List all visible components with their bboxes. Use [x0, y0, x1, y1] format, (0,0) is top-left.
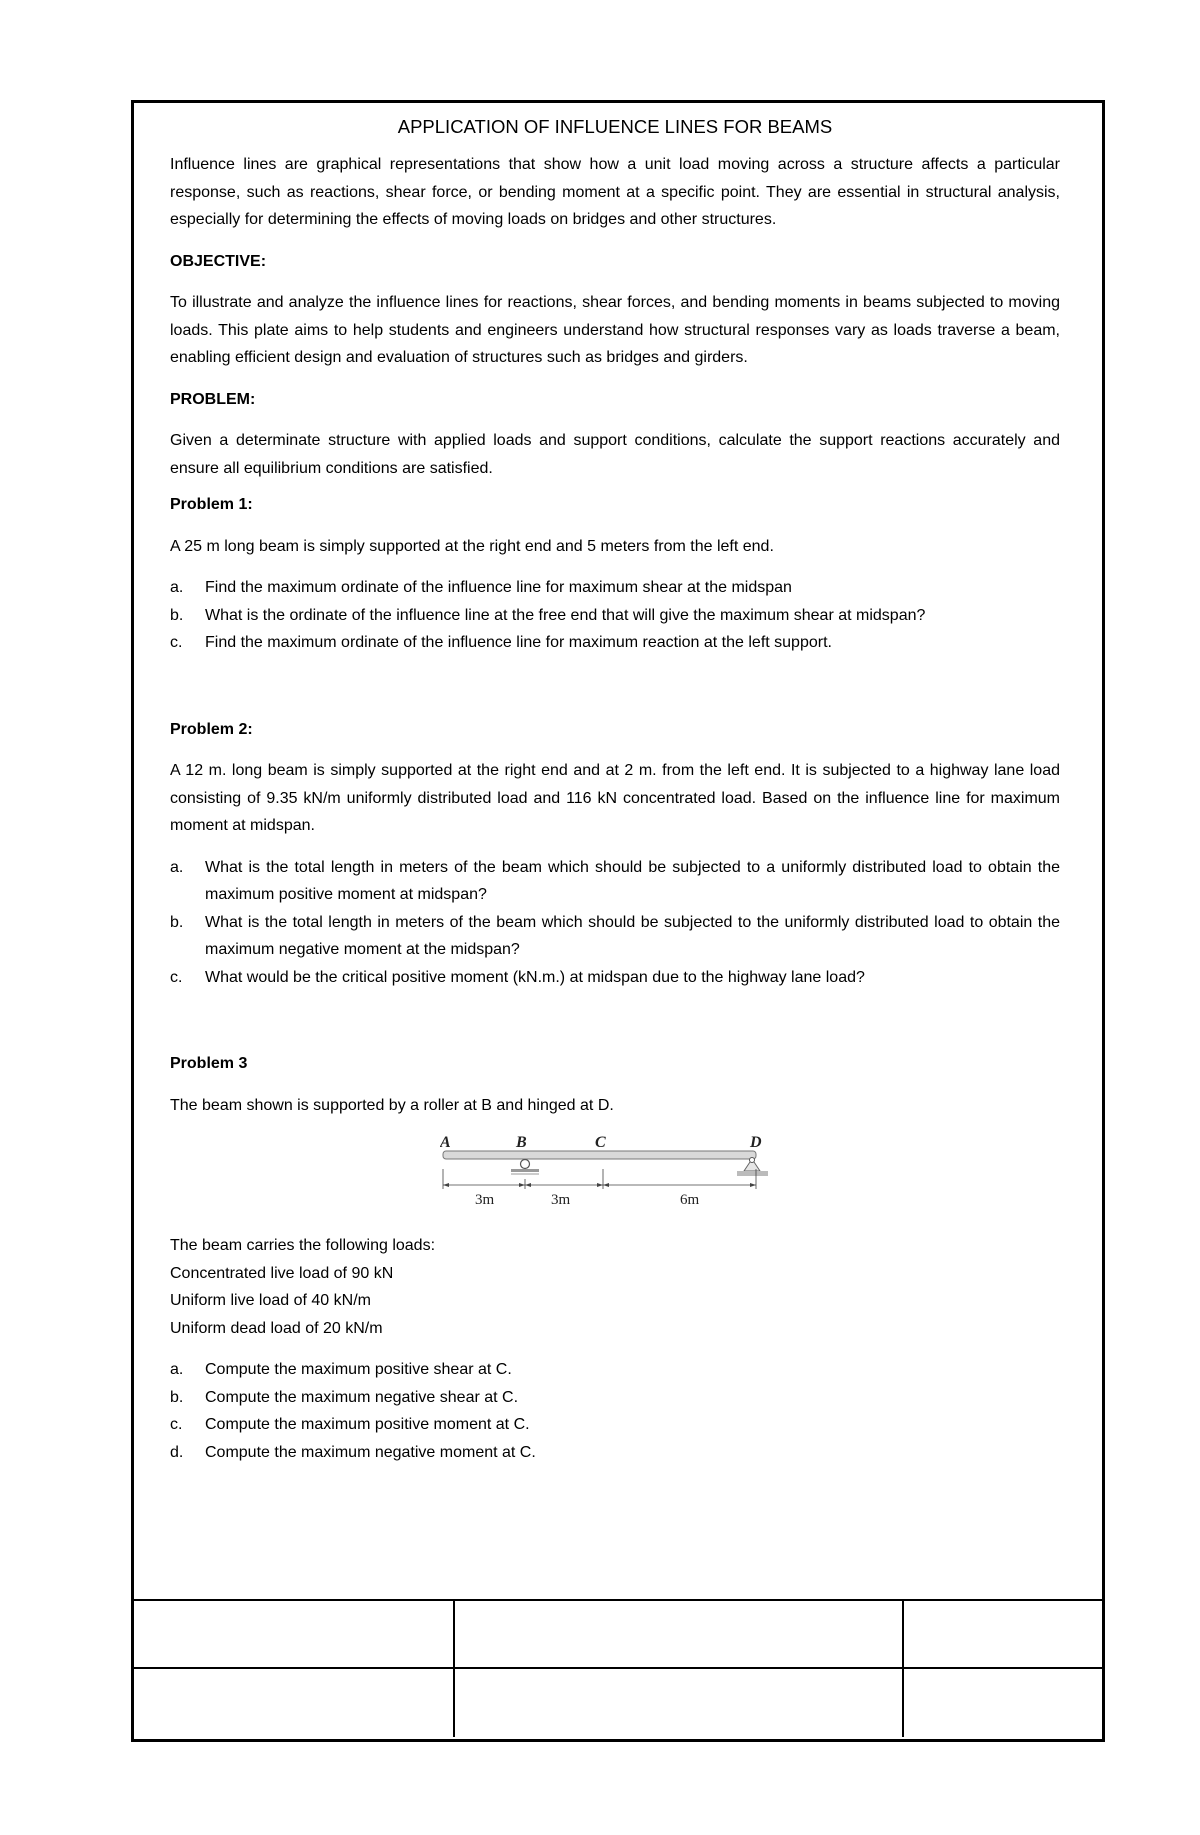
problem1-list: [170, 574, 1060, 657]
hinge-support: [737, 1158, 768, 1177]
label-a: A: [440, 1134, 451, 1151]
dim-ab: 3m: [475, 1192, 495, 1208]
problem1-text: A 25 m long beam is simply supported at the right end and 5 meters from the left end.: [170, 537, 774, 555]
title-block-cell: [134, 1669, 455, 1737]
list-item: c. What would be the critical positive moment (kN.m.) at midspan due to the highway lane load?: [170, 968, 865, 986]
title-block-cell: [453, 1669, 904, 1737]
problem3-heading: Problem 3: [170, 1055, 248, 1072]
roller-support: [511, 1160, 539, 1175]
problem2-list: [170, 854, 1060, 992]
page-title: APPLICATION OF INFLUENCE LINES FOR BEAMS: [397, 116, 833, 137]
label-c: C: [595, 1134, 606, 1151]
title-block-cell: [134, 1601, 455, 1669]
list-item: b. Compute the maximum negative shear at C.: [170, 1388, 519, 1406]
beam-diagram: [440, 1129, 800, 1211]
dimension-lines: [443, 1169, 756, 1189]
beam: [443, 1151, 756, 1159]
page-frame: [131, 100, 1105, 1742]
problem3-text: The beam shown is supported by a roller at B and hinged at D.: [170, 1096, 614, 1114]
objective-heading: OBJECTIVE:: [170, 252, 267, 270]
dim-bc: 3m: [551, 1192, 571, 1208]
intro-paragraph: Influence lines are graphical representations that show how a unit load moving across a structure affects a particular response, such as reactions, shear force, or bending moment at a specific point. They are essential in structural analysis, especially for determining the effects of moving loads on bridges and other structures.: [170, 156, 1060, 228]
list-item: a. Find the maximum ordinate of the influence line for maximum shear at the midspan: [170, 579, 792, 596]
loads-intro: The beam carries the following loads:: [170, 1237, 436, 1254]
load-item: Uniform dead load of 20 kN/m: [170, 1319, 383, 1337]
label-b: B: [516, 1134, 527, 1151]
load-item: Uniform live load of 40 kN/m: [170, 1292, 371, 1309]
list-item: c. Find the maximum ordinate of the influence line for maximum reaction at the left support.: [170, 634, 832, 651]
list-item: a. Compute the maximum positive shear at C.: [170, 1361, 512, 1378]
label-d: D: [750, 1134, 762, 1151]
problem-heading: PROBLEM:: [170, 390, 256, 408]
problem2-heading: Problem 2:: [170, 720, 253, 738]
load-item: Concentrated live load of 90 kN: [170, 1264, 394, 1282]
problem-text: Given a determinate structure with applied loads and support conditions, calculate the support reactions accurately and ensure all equilibrium conditions are satisfied.: [170, 432, 1060, 477]
problem1-heading: Problem 1:: [170, 496, 253, 513]
dim-cd: 6m: [680, 1192, 700, 1208]
objective-text: To illustrate and analyze the influence lines for reactions, shear forces, and bending moments in beams subjected to moving loads. This plate aims to help students and engineers understand how structural responses vary as loads traverse a beam, enabling efficient design and evaluation of structures such as bridges and girders.: [170, 294, 1060, 366]
problem3-list: [170, 1356, 1060, 1466]
content: [170, 103, 1060, 1466]
list-item: b. What is the total length in meters of the beam which should be subjected to the uniformly distributed load to obtain the maximum negative moment at the midspan?: [170, 913, 1060, 958]
list-item: c. Compute the maximum positive moment at C.: [170, 1416, 530, 1433]
list-item: a. What is the total length in meters of the beam which should be subjected to a uniformly distributed load to obtain the maximum positive moment at midspan?: [170, 858, 1060, 903]
problem2-text: A 12 m. long beam is simply supported at the right end and at 2 m. from the left end. It is subjected to a highway lane load consisting of 9.35 kN/m uniformly distributed load and 116 kN concentrated load. Based on the influence line for maximum moment at midspan.: [170, 762, 1060, 834]
title-block-cell: [902, 1669, 1105, 1737]
title-block-cell: [453, 1601, 904, 1669]
title-block: [134, 1599, 1102, 1739]
list-item: b. What is the ordinate of the influence line at the free end that will give the maximum shear at midspan?: [170, 606, 926, 624]
list-item: d. Compute the maximum negative moment at C.: [170, 1443, 536, 1461]
title-block-cell: [902, 1601, 1105, 1669]
